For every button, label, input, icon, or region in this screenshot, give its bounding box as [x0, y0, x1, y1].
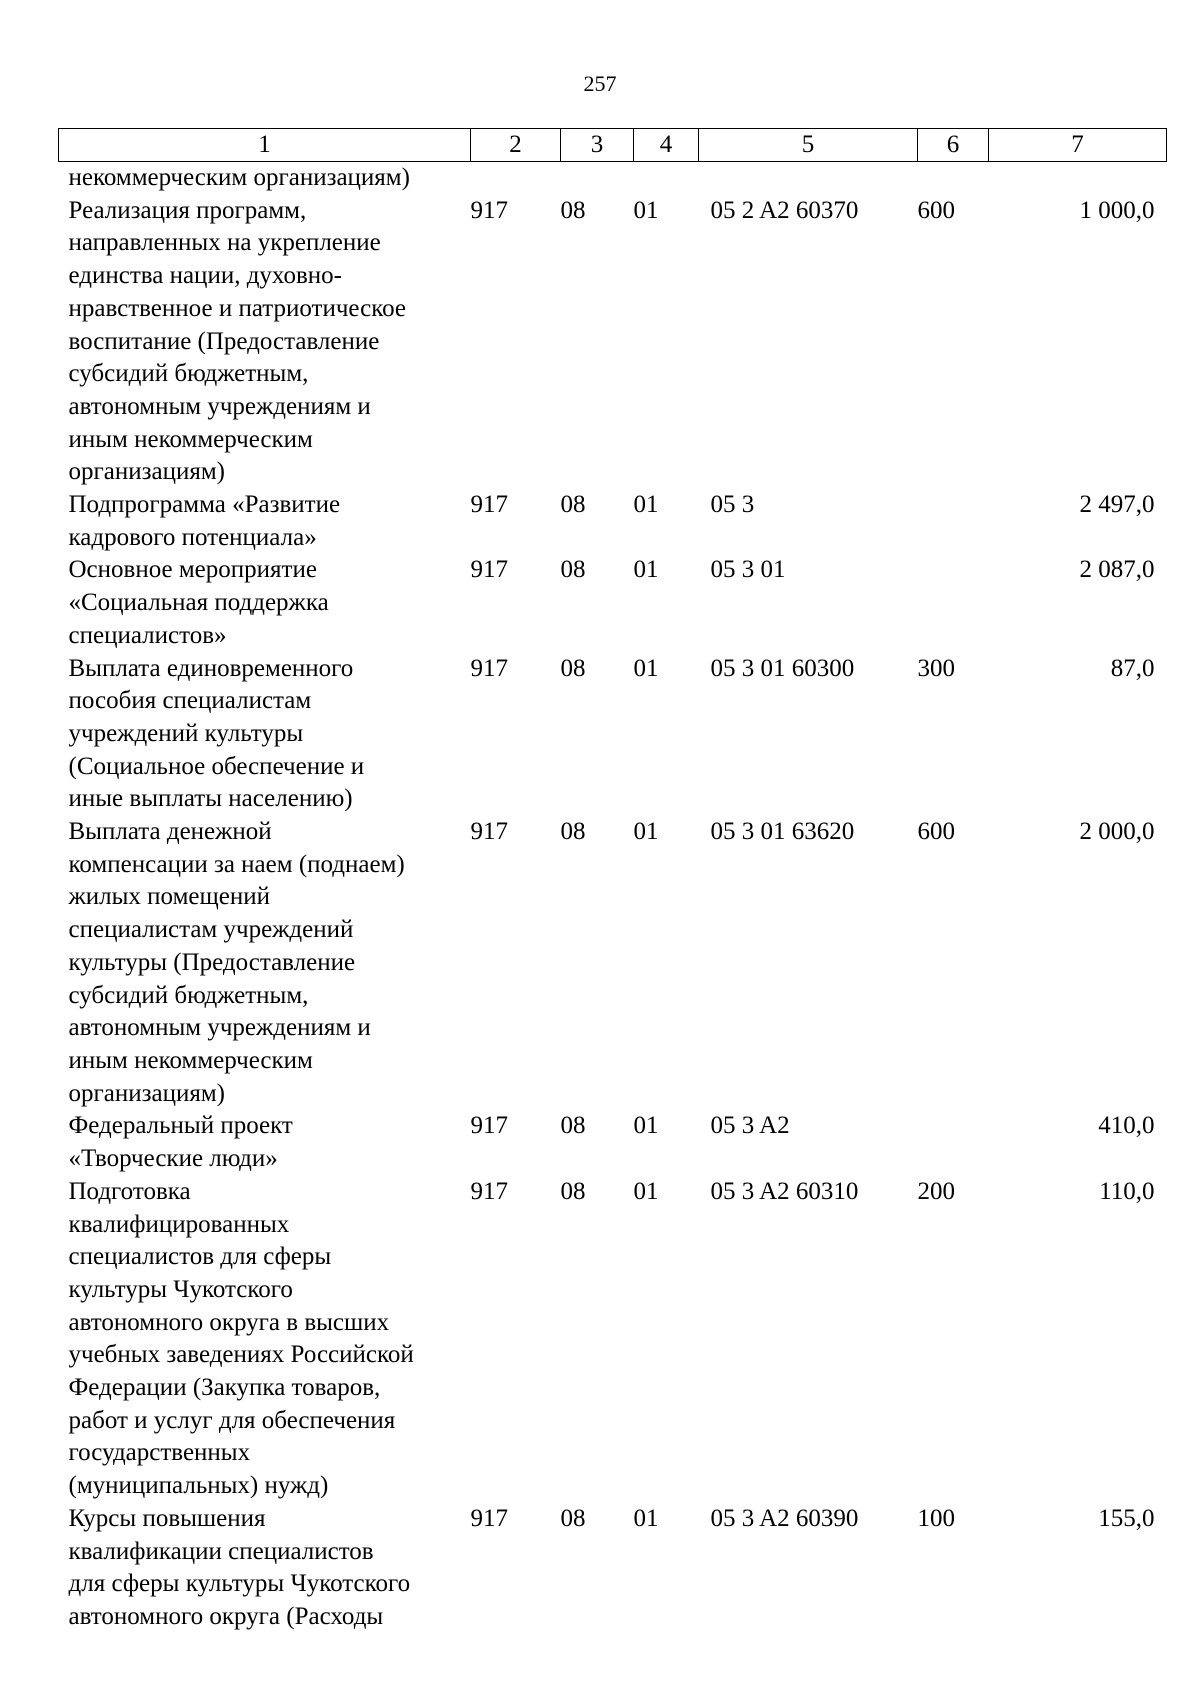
row-ministry-code: 917: [470, 196, 508, 224]
row-expense-type: [918, 489, 989, 554]
row-ministry-code: 917: [470, 491, 508, 519]
row-ministry-code: 917: [470, 654, 508, 682]
row-name: Основное мероприятие «Социальная поддержка специалистов»: [68, 556, 329, 649]
page-number: 257: [583, 71, 617, 96]
row-subsection: 01: [633, 818, 659, 846]
header-col-6: 6: [918, 129, 989, 162]
row-expense-type: 100: [917, 1504, 955, 1532]
row-section: 08: [560, 556, 586, 584]
row-expense-type: [918, 554, 989, 652]
row-subsection: 01: [633, 196, 659, 224]
row-amount: [989, 162, 1167, 195]
row-name: Выплата единовременного пособия специалистам учреждений культуры (Социальное обеспечение и иные выплаты населению): [68, 654, 365, 813]
row-target-article: 05 3 A2 60310: [710, 1177, 859, 1205]
row-expense-type: [918, 162, 989, 195]
row-target-article: 05 3 01 60300: [710, 654, 855, 682]
row-target-article: 05 3 01 63620: [710, 818, 855, 846]
row-name: Подпрограмма «Развитие кадрового потенциала»: [68, 491, 341, 551]
row-amount: 2 000,0: [1079, 818, 1155, 846]
row-expense-type: [918, 1110, 989, 1175]
row-name: Выплата денежной компенсации за наем (поднаем) жилых помещений специалистам учреждений культуры (Предоставление субсидий бюджетным, автономным учреждениям и иным некоммерческим организациям): [68, 818, 405, 1107]
row-section: 08: [560, 1177, 586, 1205]
row-subsection: [634, 162, 699, 195]
row-section: 08: [560, 654, 586, 682]
row-subsection: 01: [633, 1177, 659, 1205]
row-target-article: 05 3 01: [710, 556, 786, 584]
row-name: Курсы повышения квалификации специалистов для сферы культуры Чукотского автономного округа (Расходы: [68, 1504, 411, 1630]
row-subsection: 01: [633, 556, 659, 584]
row-ministry-code: 917: [470, 1177, 508, 1205]
table-row: [59, 1503, 1167, 1634]
table-row: [59, 554, 1167, 652]
table-row: [59, 1176, 1167, 1503]
table-row: [59, 162, 1167, 195]
row-ministry-code: 917: [470, 1112, 508, 1140]
table-row: [59, 653, 1167, 817]
row-target-article: 05 2 A2 60370: [710, 196, 859, 224]
row-section: 08: [560, 1504, 586, 1532]
row-name: Федеральный проект «Творческие люди»: [68, 1112, 293, 1173]
row-ministry-code: 917: [470, 1504, 508, 1532]
header-col-7: 7: [989, 129, 1167, 162]
row-amount: 410,0: [1098, 1112, 1155, 1140]
row-amount: 87,0: [1110, 654, 1155, 682]
table-header-row: [59, 129, 1167, 162]
row-expense-type: 600: [917, 196, 955, 224]
row-section: 08: [560, 1112, 586, 1140]
row-name: некоммерческим организациям): [68, 164, 410, 191]
table-row: [59, 1110, 1167, 1175]
header-col-1: 1: [59, 129, 471, 162]
row-ministry-code: 917: [470, 818, 508, 846]
row-amount: 2 497,0: [1079, 491, 1155, 519]
row-target-article: 05 3 A2 60390: [710, 1504, 859, 1532]
row-section: 08: [560, 491, 586, 519]
row-section: [561, 162, 634, 195]
row-subsection: 01: [633, 1112, 659, 1140]
table-row: [59, 195, 1167, 489]
row-amount: 2 087,0: [1079, 556, 1155, 584]
table-row: [59, 489, 1167, 554]
budget-table: [58, 128, 1167, 1634]
header-col-5: 5: [699, 129, 918, 162]
row-section: 08: [560, 818, 586, 846]
row-target-article: [699, 162, 918, 195]
row-subsection: 01: [633, 491, 659, 519]
row-amount: 1 000,0: [1079, 196, 1155, 224]
row-amount: 155,0: [1098, 1504, 1155, 1532]
header-col-4: 4: [634, 129, 699, 162]
row-name: Реализация программ, направленных на укрепление единства нации, духовно- нравственное и патриотическое воспитание (Предоставление субсидий бюджетным, автономным учреждениям и иным некоммерческим организациям): [68, 196, 407, 486]
table-row: [59, 816, 1167, 1110]
row-target-article: 05 3: [710, 491, 755, 519]
header-col-3: 3: [561, 129, 634, 162]
row-expense-type: 200: [917, 1177, 955, 1205]
row-section: 08: [560, 196, 586, 224]
row-expense-type: 300: [917, 654, 955, 682]
row-amount: 110,0: [1099, 1177, 1155, 1205]
row-ministry-code: [471, 162, 561, 195]
row-subsection: 01: [633, 654, 659, 682]
row-subsection: 01: [633, 1504, 659, 1532]
row-name: Подготовка квалифицированных специалистов для сферы культуры Чукотского автономного округа в высших учебных заведениях Российской Федерации (Закупка товаров, работ и услуг для обеспечения государственных (муниципальных) нужд): [68, 1177, 414, 1500]
row-expense-type: 600: [917, 818, 955, 846]
header-col-2: 2: [471, 129, 561, 162]
row-target-article: 05 3 A2: [710, 1112, 790, 1140]
row-ministry-code: 917: [470, 556, 508, 584]
